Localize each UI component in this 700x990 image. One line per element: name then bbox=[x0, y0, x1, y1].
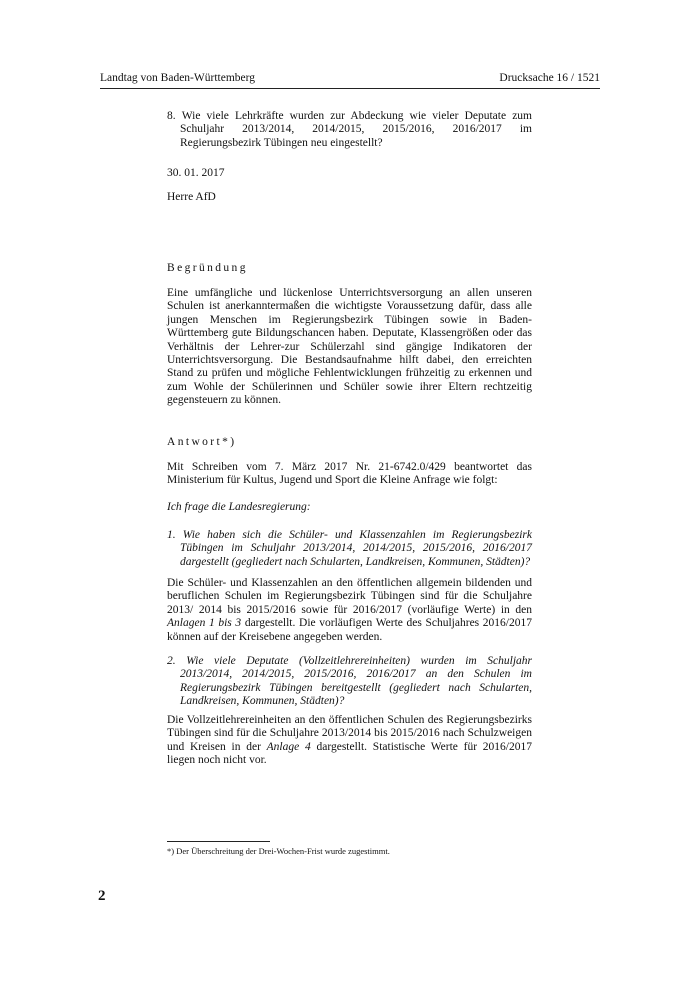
footnote: *) Der Überschreitung der Drei-Wochen-Frist wurde zugestimmt. bbox=[167, 846, 390, 856]
question-1-number: 1. bbox=[167, 529, 176, 541]
answer-2: Die Vollzeitlehrereinheiten an den öffentlichen Schulen des Regierungsbezirks Tübingen sind für die Schuljahre 2013/2014 bis 2015/2016 nach Schulzweigen und Kreisen in der Anlage 4 dargestellt. Statistische Werte für 2016/2017 liegen noch nicht vor. bbox=[167, 714, 532, 767]
antwort-intro: Mit Schreiben vom 7. März 2017 Nr. 21-6742.0/429 beantwortet das Ministerium für Kultus, Jugend und Sport die Kleine Anfrage wie folgt: bbox=[167, 461, 532, 487]
question-2-number: 2. bbox=[167, 655, 176, 667]
question-8 bbox=[167, 110, 532, 150]
date: 30. 01. 2017 bbox=[167, 167, 225, 179]
question-1-text: 1. Wie haben sich die Schüler- und Klassenzahlen im Regierungsbezirk Tübingen im Schuljahr 2013/2014, 2014/2015, 2015/2016, 2016/2017 dargestellt (gegliedert nach Schularten, Landkreisen, Kommunen, Städten)? bbox=[167, 529, 532, 568]
header-parliament: Landtag von Baden-Württemberg bbox=[100, 72, 255, 84]
header-document-number: Drucksache 16 / 1521 bbox=[499, 72, 600, 84]
antwort-heading: Antwort*) bbox=[167, 436, 237, 448]
begruendung-heading: Begründung bbox=[167, 262, 248, 274]
page-number: 2 bbox=[98, 888, 106, 904]
question-8-text: 8. Wie viele Lehrkräfte wurden zur Abdeckung wie vieler Deputate zum Schuljahr 2013/2014, 2014/2015, 2015/2016, 2016/2017 im Regierungsbezirk Tübingen neu eingestellt? bbox=[167, 110, 532, 149]
begruendung-body: Eine umfängliche und lückenlose Unterrichtsversorgung an allen unseren Schulen ist anerkanntermaßen die wichtigste Voraussetzung dafür, dass alle jungen Menschen im Regierungsbezirk Tübingen sowie in Baden-Württemberg gute Bildungschancen haben. Deputate, Klassengrößen oder das Verhältnis der Lehrer-zur Schülerzahl sind gängige Indikatoren der Unterrichtsversorgung. Die Bestandsaufnahme hilft dabei, den erreichten Stand zu prüfen und mögliche Fehlentwicklungen frühzeitig zu erkennen und zum Wohle der Schülerinnen und Schüler sowie ihrer Eltern rechtzeitig gegensteuern zu können. bbox=[167, 287, 532, 407]
question-8-number: 8. bbox=[167, 110, 176, 122]
author: Herre AfD bbox=[167, 191, 216, 203]
question-1 bbox=[167, 529, 532, 569]
question-2-text: 2. Wie viele Deputate (Vollzeitlehrereinheiten) wurden im Schuljahr 2013/2014, 2014/2015, 2015/2016, 2016/2017 an den Schulen im Regierungsbezirk Tübingen bereitgestellt (gegliedert nach Schularten, Landkreisen, Kommunen, Städten)? bbox=[167, 655, 533, 708]
frage-line: Ich frage die Landesregierung: bbox=[167, 501, 311, 513]
page-header bbox=[100, 70, 600, 89]
question-2 bbox=[167, 655, 532, 709]
footnote-divider bbox=[167, 841, 270, 842]
answer-1: Die Schüler- und Klassenzahlen an den öffentlichen allgemein bildenden und beruflichen Schulen im Regierungsbezirk Tübingen sind für die Schuljahre 2013/ 2014 bis 2015/2016 sowie für 2016/2017 (vorläufige Werte) in den Anlagen 1 bis 3 dargestellt. Die vorläufigen Werte des Schuljahres 2016/2017 können auf der Kreisebene angegeben werden. bbox=[167, 577, 532, 643]
